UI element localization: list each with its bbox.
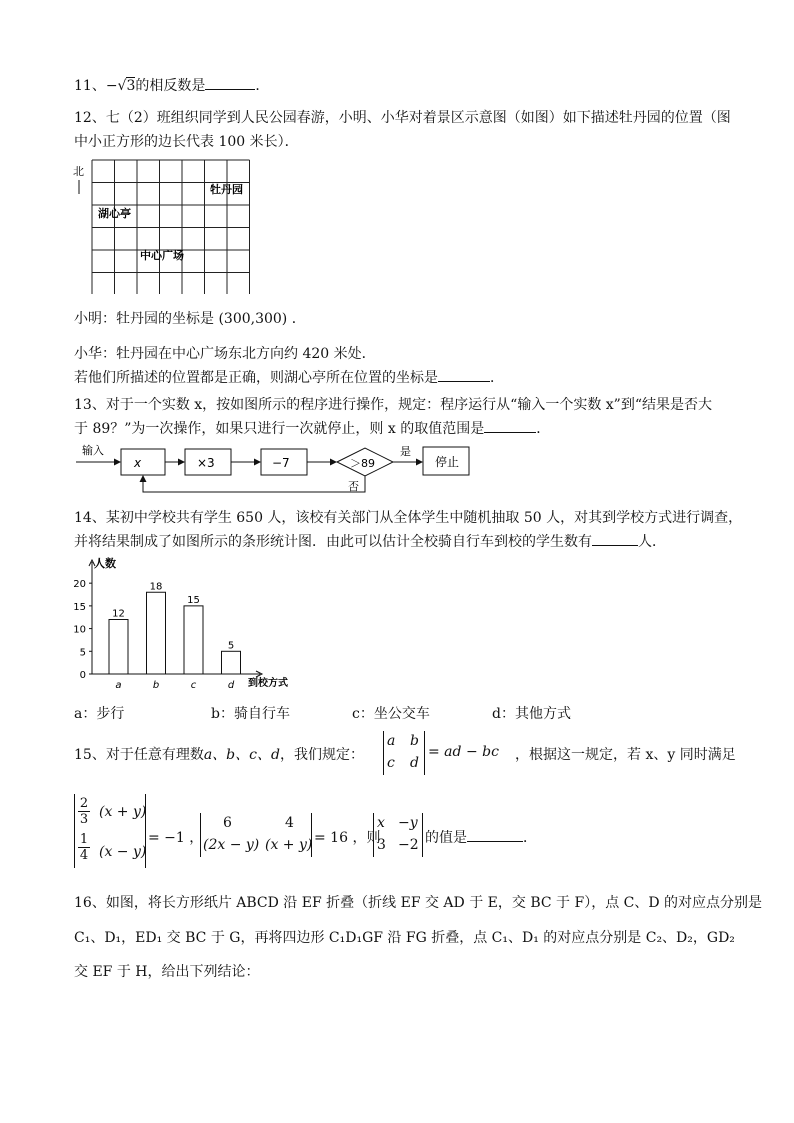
q12-ask: 若他们所描述的位置都是正确，则湖心亭所在位置的坐标是 bbox=[74, 370, 438, 386]
q12-line1: 12、七（2）班组织同学到人民公园春游，小明、小华对着景区示意图（如图）如下描述牡丹园的位置（图 bbox=[74, 110, 731, 126]
chart-bar bbox=[147, 592, 166, 674]
q15-answer-blank[interactable] bbox=[467, 827, 523, 842]
chart-xlabel: 到校方式 bbox=[248, 678, 288, 689]
q14-line1: 14、某初中学校共有学生 650 人，该校有关部门从全体学生中随机抽取 50 人，对其到学校方式进行调查， bbox=[74, 510, 743, 526]
q12-answer-blank[interactable] bbox=[438, 367, 490, 382]
q11-end: ． bbox=[255, 78, 270, 94]
d2-a: 6 bbox=[223, 815, 232, 831]
d1-c: $\frac{1}{4}$ bbox=[79, 832, 89, 863]
q14-answer-blank[interactable] bbox=[592, 531, 638, 546]
sqrt-symbol: √ bbox=[117, 78, 127, 94]
chart-data-label: 5 bbox=[227, 640, 235, 652]
q13-answer-blank[interactable] bbox=[484, 418, 536, 433]
d3-b: −y bbox=[398, 815, 418, 831]
map-peony-garden: 牡丹园 bbox=[210, 183, 243, 196]
q12-xiaohua: 小华：牡丹园在中心广场东北方向约 420 米处． bbox=[74, 346, 376, 362]
q14-legend-b: b：骑自行车 bbox=[211, 706, 290, 722]
q14-legend-c: c：坐公交车 bbox=[352, 706, 430, 722]
def-a: a bbox=[387, 733, 396, 749]
chart-bar bbox=[109, 620, 128, 675]
q15-end: ． bbox=[523, 830, 537, 846]
flow-x: x bbox=[134, 456, 142, 470]
q15-def-rhs: = ad − bc bbox=[428, 744, 499, 760]
flow-yes: 是 bbox=[400, 445, 411, 458]
flow-x-box bbox=[121, 449, 165, 475]
q11-sqrt-num: 3 bbox=[126, 78, 136, 94]
q13-line1: 13、对于一个实数 x，按如图所示的程序进行操作，规定：程序运行从“输入一个实数 x”到“结果是否大 bbox=[74, 397, 712, 413]
q13-line2 bbox=[74, 418, 550, 438]
q13-line2a: 于 89？”为一次操作，如果只进行一次就停止，则 x 的取值范围是 bbox=[74, 421, 485, 437]
bar-chart bbox=[72, 554, 312, 690]
q15-d2-rhs: = 16 ，则 bbox=[314, 830, 381, 846]
q15-def-determinant bbox=[383, 731, 425, 775]
chart-bar bbox=[222, 651, 241, 674]
flow-no: 否 bbox=[348, 480, 359, 493]
chart-data-label: 12 bbox=[112, 608, 125, 620]
d1-a: $\frac{2}{3}$ bbox=[79, 796, 89, 827]
chart-category-label: d bbox=[227, 680, 235, 690]
q14-line2b: 人． bbox=[638, 534, 666, 550]
def-c: c bbox=[387, 755, 395, 771]
q15-vars: a、b、c、d bbox=[203, 747, 280, 763]
chart-ylabel: 人数 bbox=[94, 557, 116, 570]
d1-b: (x + y) bbox=[99, 804, 147, 820]
chart-data-label: 18 bbox=[149, 581, 163, 593]
d3-c: 3 bbox=[377, 837, 386, 853]
q15-d1-rhs: = −1 ， bbox=[148, 830, 204, 846]
map-lake-pavilion: 湖心亭 bbox=[98, 207, 131, 220]
q15-determinant-2 bbox=[200, 813, 312, 857]
q16-line2: C₁、D₁，ED₁ 交 BC 于 G，再将四边形 C₁D₁GF 沿 FG 折叠，点 C₁、D₁ 的对应点分别是 C₂、D₂，GD₂ bbox=[74, 930, 735, 946]
d2-b: 4 bbox=[285, 815, 294, 831]
q12-line2: 中小正方形的边长代表 100 米长）． bbox=[74, 134, 299, 150]
chart-category-label: c bbox=[190, 680, 197, 690]
q15-d3-rhs: 的值是 bbox=[425, 830, 467, 846]
def-b: b bbox=[410, 733, 419, 749]
d3-a: x bbox=[377, 815, 385, 831]
def-d: d bbox=[410, 755, 419, 771]
flow-stop: 停止 bbox=[435, 455, 460, 469]
north-label: 北 bbox=[73, 165, 84, 178]
q13-end: ． bbox=[536, 421, 551, 437]
flow-multiply: ×3 bbox=[197, 456, 215, 470]
d2-d: (x + y) bbox=[265, 837, 313, 853]
q12-end: ． bbox=[490, 370, 504, 386]
flow-subtract: −7 bbox=[272, 456, 290, 470]
chart-y-tick-label: 15 bbox=[73, 601, 86, 613]
chart-y-tick-label: 5 bbox=[79, 647, 86, 659]
q15-mid: ，我们规定： bbox=[279, 747, 364, 763]
scenic-map bbox=[70, 156, 256, 294]
chart-bar bbox=[184, 606, 203, 674]
q12-xiaoming: 小明：牡丹园的坐标是 (300,300) ． bbox=[74, 311, 306, 327]
q16-line3: 交 EF 于 H，给出下列结论： bbox=[74, 964, 260, 980]
q15-determinant-1 bbox=[74, 794, 146, 868]
program-flowchart bbox=[72, 440, 482, 498]
map-central-square: 中心广场 bbox=[140, 249, 184, 262]
chart-y-tick-label: 10 bbox=[73, 624, 86, 636]
q14-legend-d: d：其他方式 bbox=[492, 706, 571, 722]
chart-y-tick-label: 20 bbox=[73, 579, 86, 591]
q11-answer-blank[interactable] bbox=[205, 75, 255, 90]
q14-legend-a: a：步行 bbox=[74, 706, 125, 722]
map-grid bbox=[92, 160, 250, 294]
chart-y-tick-label: 0 bbox=[79, 670, 86, 681]
q11-line bbox=[74, 75, 269, 95]
chart-category-label: a bbox=[115, 680, 122, 690]
d3-d: −2 bbox=[398, 837, 419, 853]
q15-pre: 15、对于任意有理数 bbox=[74, 747, 204, 763]
q15-line1 bbox=[74, 744, 364, 764]
flow-input-label: 输入 bbox=[82, 444, 104, 457]
q12-ask-line bbox=[74, 367, 504, 387]
q15-determinant-3 bbox=[373, 813, 423, 857]
chart-data-label: 15 bbox=[187, 594, 200, 606]
flow-compare: ＞89 bbox=[350, 457, 375, 470]
q11-prefix: 11、− bbox=[74, 78, 118, 94]
q15-d3-line bbox=[425, 827, 537, 847]
q11-text: 的相反数是 bbox=[135, 78, 206, 94]
q14-line2 bbox=[74, 531, 666, 551]
d1-d: (x − y) bbox=[99, 844, 147, 860]
q15-post: ，根据这一规定，若 x、y 同时满足 bbox=[515, 747, 736, 763]
d2-c: (2x − y) bbox=[203, 837, 260, 853]
chart-category-label: b bbox=[152, 680, 160, 690]
q16-line1: 16、如图，将长方形纸片 ABCD 沿 EF 折叠（折线 EF 交 AD 于 E，交 BC 于 F），点 C、D 的对应点分别是 bbox=[74, 895, 763, 911]
q14-line2a: 并将结果制成了如图所示的条形统计图．由此可以估计全校骑自行车到校的学生数有 bbox=[74, 534, 592, 550]
